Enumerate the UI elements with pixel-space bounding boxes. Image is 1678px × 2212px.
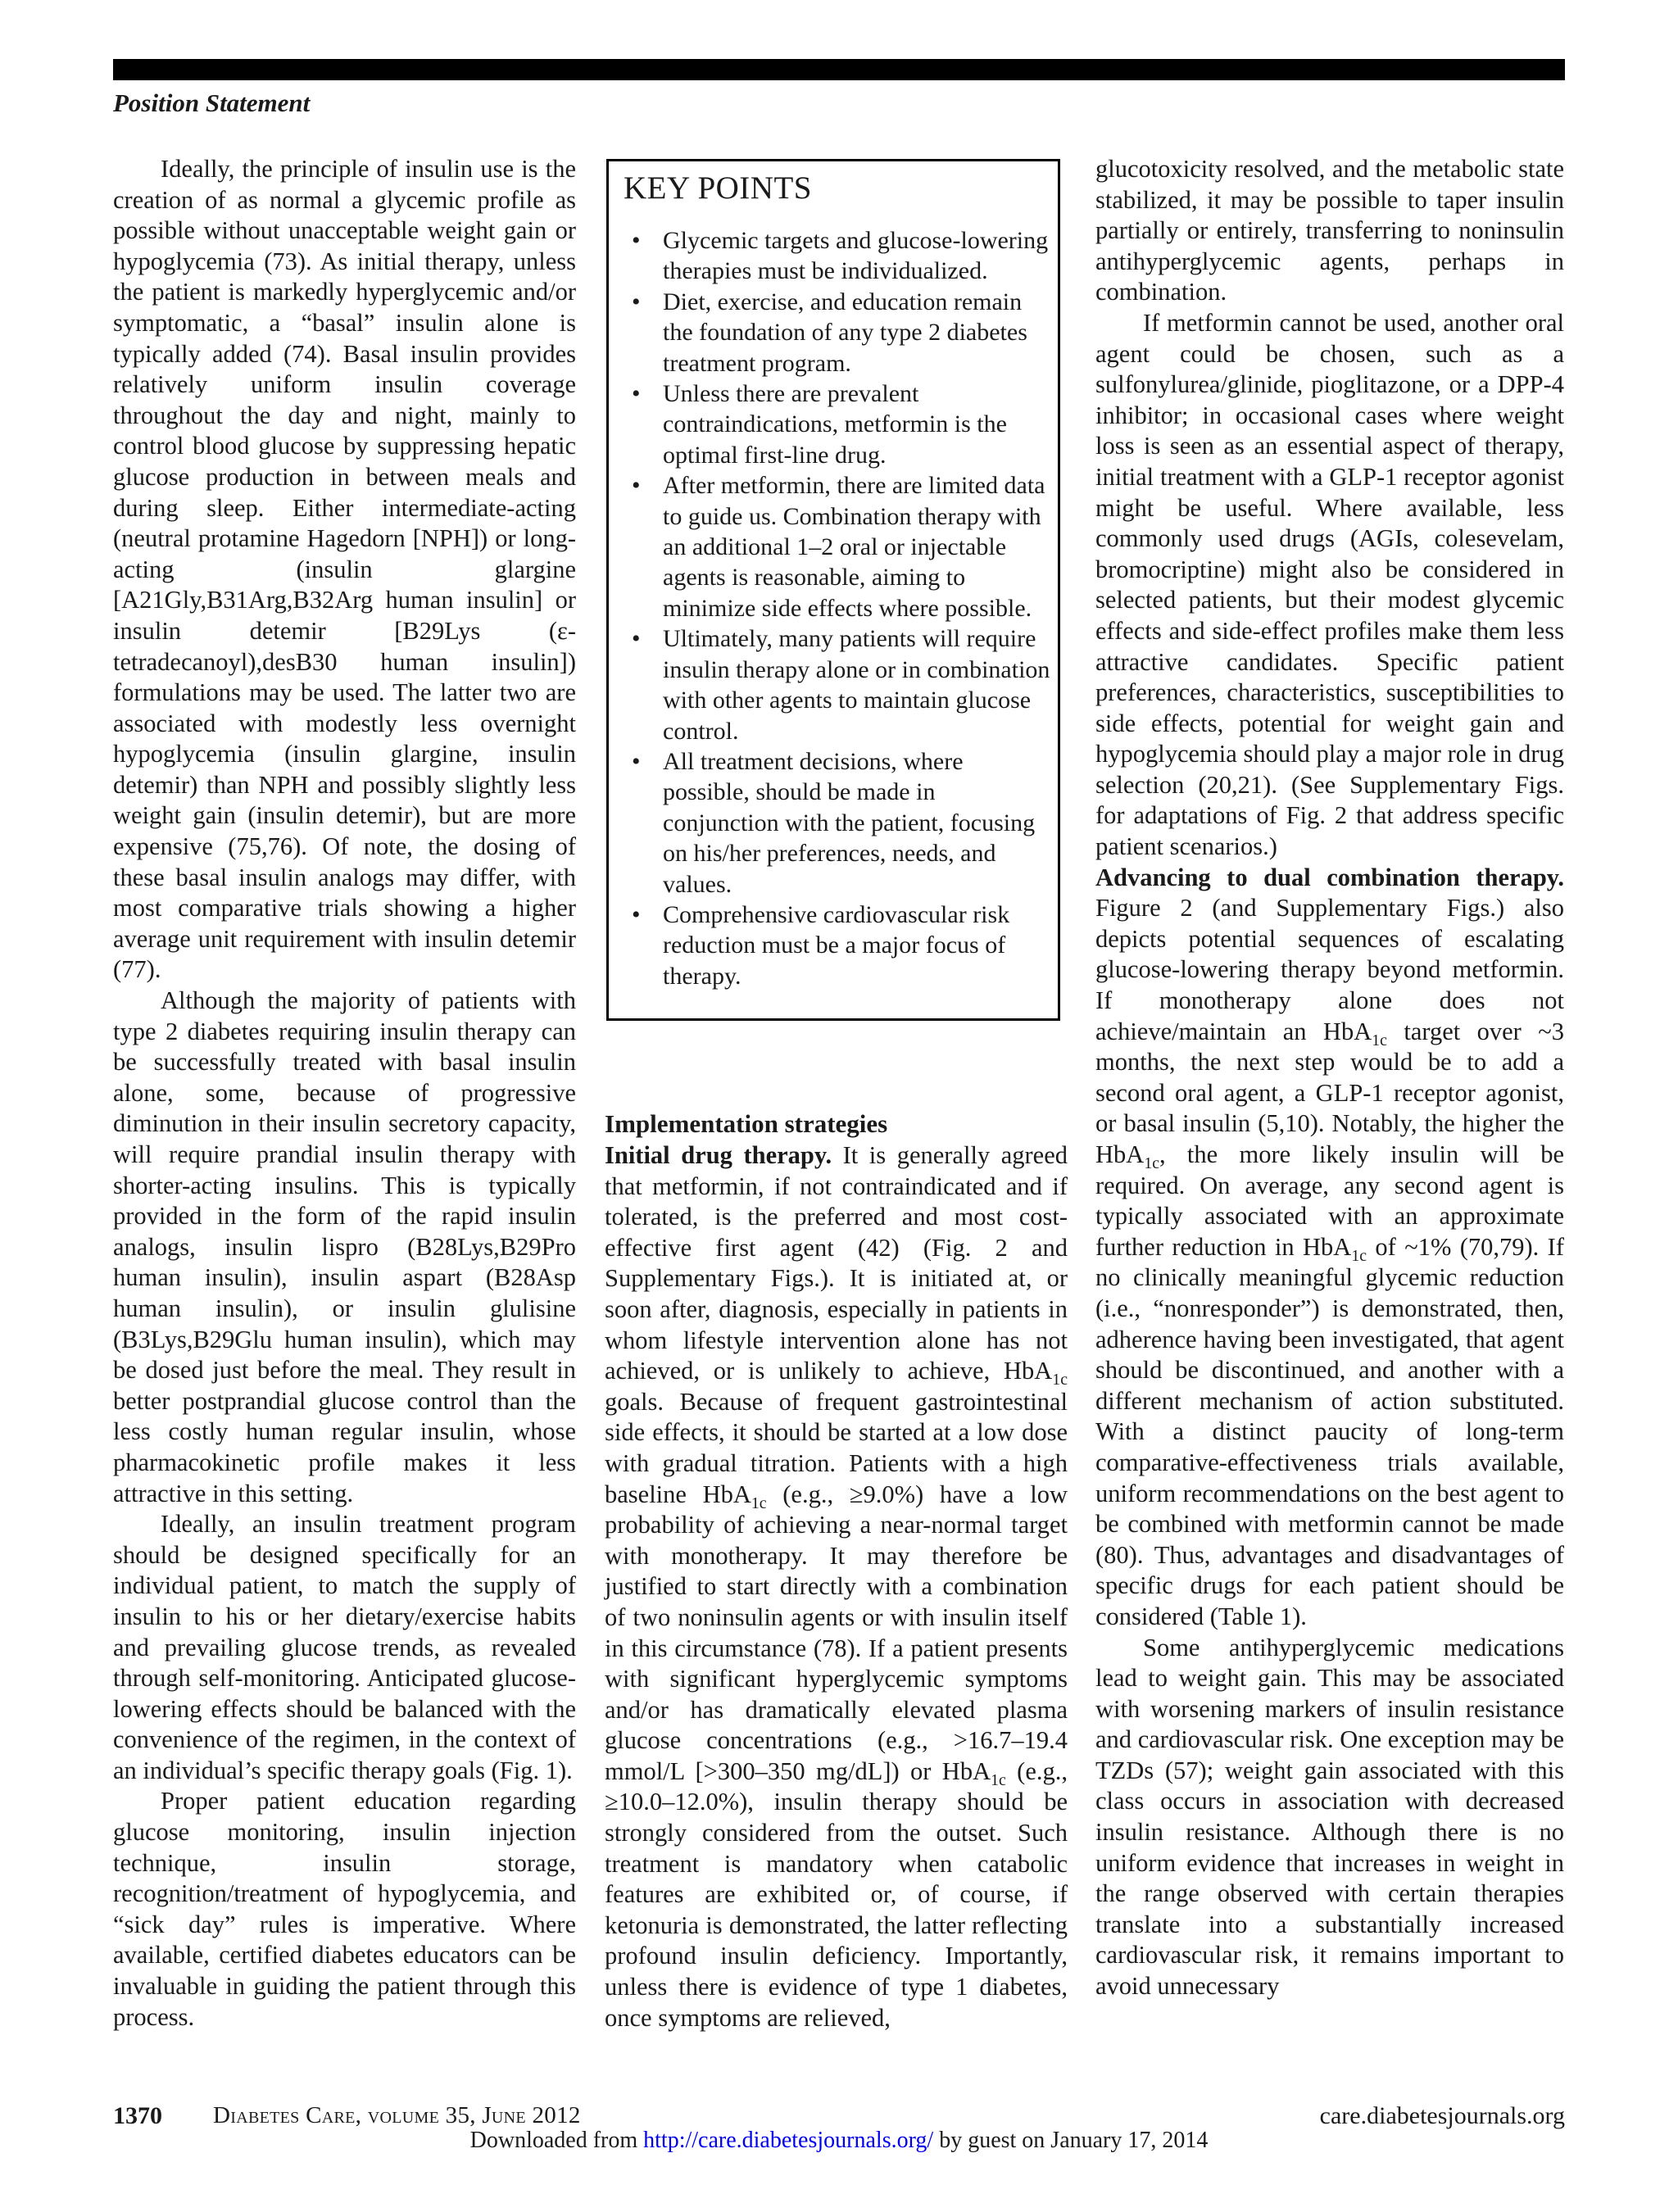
key-point-item: • All treatment decisions, where possible, should be made in conjunction with the patient, focusing on his/her preferences, needs, and values. [632,747,1036,898]
key-point-item: • Unless there are prevalent contraindications, metformin is the optimal first-line drug. [632,380,1007,469]
key-point-item: • Ultimately, many patients will require insulin therapy alone or in combination with other agents to maintain glucose control. [632,625,1050,745]
bullet-icon: • [632,625,641,653]
paragraph: If metformin cannot be used, another oral agent could be chosen, such as a sulfonylurea/glinide, pioglitazone, or a DPP-4 inhibitor; in occasional cases where weight loss is seen as an essential aspect of therapy, initial treatment with a GLP-1 receptor agonist might be useful. Where available, less commonly used drugs (AGIs, colesevelam, bromocriptine) might also be considered in selected patients, but their modest glycemic effects and side-effect profiles make them less attractive candidates. Specific patient preferences, characteristics, susceptibilities to side effects, potential for weight gain and hypoglycemia should play a major role in drug selection (20,21). (See Supplementary Figs. for adaptations of Fig. 2 that address specific patient scenarios.) [1095,308,1564,861]
paragraph: Ideally, the principle of insulin use is the creation of as normal a glycemic profile as possible without unacceptable weight gain or hypoglycemia (73). As initial therapy, unless the patient is markedly hyperglycemic and/or symptomatic, a “basal” insulin alone is typically added (74). Basal insulin provides relatively uniform insulin coverage throughout the day and night, mainly to control blood glucose by suppressing hepatic glucose production in between meals and during sleep. Either intermediate-acting (neutral protamine Hagedorn [NPH]) or long-acting (insulin glargine [A21Gly,B31Arg,B32Arg human insulin] or insulin detemir [B29Lys (ε-tetradecanoyl),desB30 human insulin]) formulations may be used. The latter two are associated with modestly less overnight hypoglycemia (insulin glargine, insulin detemir) than NPH and possibly slightly less weight gain (insulin detemir), but are more expensive (75,76). Of note, the dosing of these basal insulin analogs may differ, with most comparative trials showing a higher average unit requirement with insulin detemir (77). [113,155,576,984]
bullet-icon: • [632,900,641,928]
key-point-item: • Glycemic targets and glucose-lowering therapies must be individualized. [632,227,1049,285]
paragraph: Ideally, an insulin treatment program should be designed specifically for an individual patient, to match the supply of insulin to his or her dietary/exercise habits and prevailing glucose trends, as revealed through self-monitoring. Anticipated glucose-lowering effects should be balanced with the convenience of the regimen, in the context of an individual’s specific therapy goals (Fig. 1). [113,1510,576,1784]
key-point-item: • After metformin, there are limited data to guide us. Combination therapy with an additional 1–2 oral or injectable agents is reasonable, aiming to minimize side effects where possible. [632,472,1045,622]
journal-citation: Diabetes Care, volume 35, June 2012 [213,2102,581,2128]
bullet-icon: • [632,227,641,254]
runin-heading: Advancing to dual combination therapy. [1095,863,1564,891]
bullet-icon: • [632,747,641,775]
bullet-icon: • [632,472,641,500]
download-notice: Downloaded from http://care.diabetesjournals.org/ by guest on January 17, 2014 [469,2128,1209,2153]
column-1 [113,154,576,2033]
bullet-icon: • [632,288,641,315]
page-number: 1370 [113,2102,162,2129]
key-points-list [624,225,1051,991]
section-label: Position Statement [113,88,311,117]
column-3 [1095,154,1564,2002]
paragraph: glucotoxicity resolved, and the metabolic state stabilized, it may be possible to taper insulin partially or entirely, transferring to noninsulin antihyperglycemic agents, perhaps in combination. [1095,155,1564,306]
key-points-box [606,159,1060,1021]
paragraph: Initial drug therapy. It is generally agreed that metformin, if not contraindicated and if tolerated, is the preferred and most cost-effective first agent (42) (Fig. 2 and Supplementary Figs.). It is initiated at, or soon after, diagnosis, especially in patients in whom lifestyle intervention alone has not achieved, or is unlikely to achieve, HbA$_{1c}$ goals. Because of frequent gastrointestinal side effects, it should be started at a low dose with gradual titration. Patients with a high baseline HbA$_{1c}$ (e.g., ≥9.0%) have a low probability of achieving a near-normal target with monotherapy. It may therefore be justified to start directly with a combination of two noninsulin agents or with insulin itself in this circumstance (78). If a patient presents with significant hyperglycemic symptoms and/or has dramatically elevated plasma glucose concentrations (e.g., >16.7–19.4 mmol/L [>300–350 mg/dL]) or HbA$_{1c}$ (e.g., ≥10.0–12.0%), insulin therapy should be strongly considered from the outset. Such treatment is mandatory when catabolic features are exhibited or, of course, if ketonuria is demonstrated, the latter reflecting profound insulin deficiency. Importantly, unless there is evidence of type 1 diabetes, once symptoms are relieved, [605,1141,1068,2032]
paragraph: Advancing to dual combination therapy. Figure 2 (and Supplementary Figs.) also depicts potential sequences of escalating glucose-lowering therapy beyond metformin. If monotherapy alone does not achieve/maintain an HbA$_{1c}$ target over ~3 months, the next step would be to add a second oral agent, a GLP-1 receptor agonist, or basal insulin (5,10). Notably, the higher the HbA$_{1c}$, the more likely insulin will be required. On average, any second agent is typically associated with an approximate further reduction in HbA$_{1c}$ of ~1% (70,79). If no clinically meaningful glycemic reduction (i.e., “nonresponder”) is demonstrated, then, adherence having been investigated, that agent should be discontinued, and another with a different mechanism of action substituted. With a distinct paucity of long-term comparative-effectiveness trials available, uniform recommendations on the best agent to be combined with metformin cannot be made (80). Thus, advantages and disadvantages of specific drugs for each patient should be considered (Table 1). [1095,863,1564,1630]
journal-url: care.diabetesjournals.org [1319,2102,1565,2129]
paragraph: Some antihyperglycemic medications lead to weight gain. This may be associated with worsening markers of insulin resistance and cardiovascular risk. One exception may be TZDs (57); weight gain associated with this class occurs in association with decreased insulin resistance. Although there is no uniform evidence that increases in weight in the range observed with certain therapies translate into a substantially increased cardiovascular risk, it remains important to avoid unnecessary [1095,1633,1564,2001]
section-heading: Implementation strategies [605,1109,888,1138]
key-point-item: • Diet, exercise, and education remain the foundation of any type 2 diabetes treatment program. [632,288,1027,377]
key-point-item: • Comprehensive cardiovascular risk reduction must be a major focus of therapy. [632,900,1010,990]
implementation-section [605,1108,1068,2033]
bullet-icon: • [632,380,641,408]
header-rule [113,59,1565,80]
runin-heading: Initial drug therapy. [605,1141,832,1169]
key-points-title: KEY POINTS [624,170,812,206]
paragraph: Although the majority of patients with type 2 diabetes requiring insulin therapy can be successfully treated with basal insulin alone, some, because of progressive diminution in their insulin secretory capacity, will require prandial insulin therapy with shorter-acting insulins. This is typically provided in the form of the rapid insulin analogs, insulin lispro (B28Lys,B29Pro human insulin), insulin aspart (B28Asp human insulin), or insulin glulisine (B3Lys,B29Glu human insulin), which may be dosed just before the meal. They result in better postprandial glucose control than the less costly human regular insulin, whose pharmacokinetic profile makes it less attractive in this setting. [113,986,576,1507]
download-link[interactable]: http://care.diabetesjournals.org/ [643,2128,934,2153]
paragraph: Proper patient education regarding glucose monitoring, insulin injection technique, insulin storage, recognition/treatment of hypoglycemia, and “sick day” rules is imperative. Where available, certified diabetes educators can be invaluable in guiding the patient through this process. [113,1787,576,2031]
